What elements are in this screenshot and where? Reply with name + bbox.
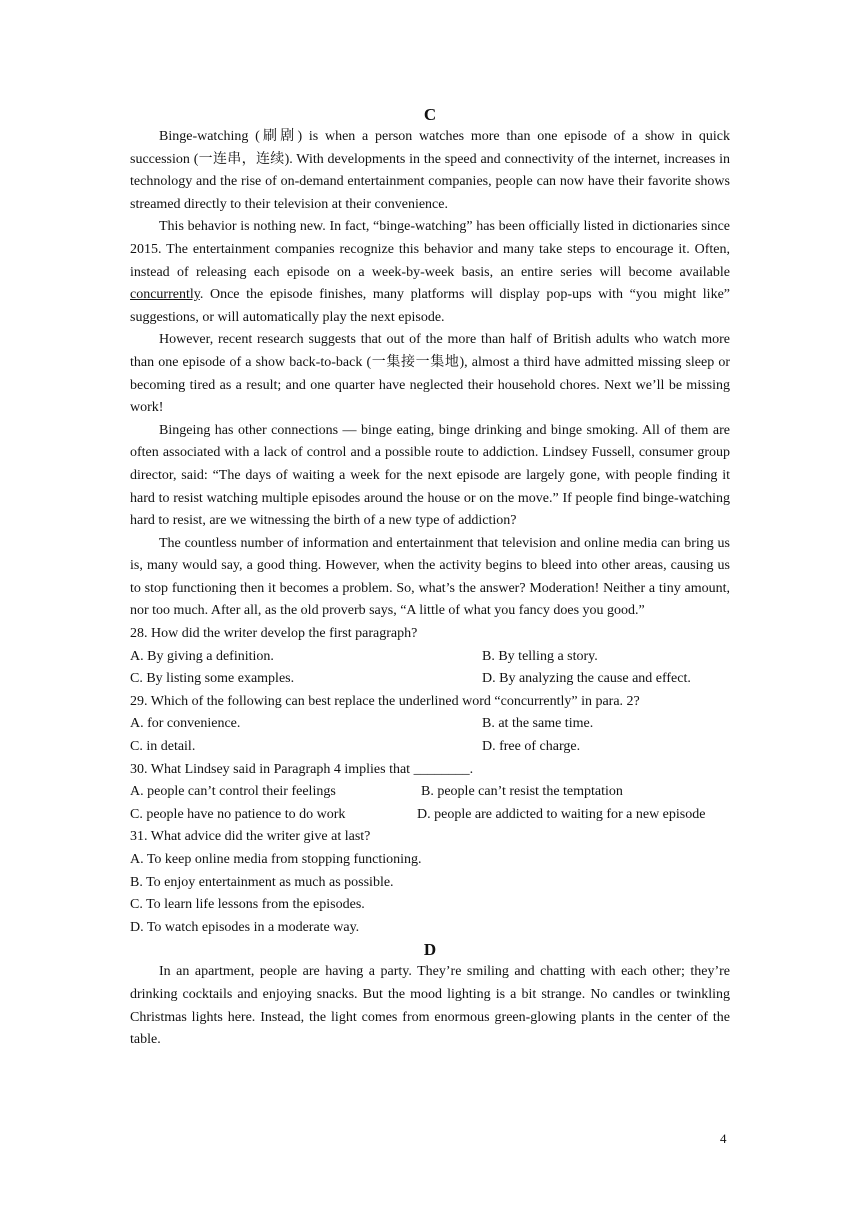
question-29-option-a: A. for convenience. (130, 716, 241, 732)
section-title-c: C (423, 105, 437, 124)
question-31-option-c: C. To learn life lessons from the episodes. (130, 897, 365, 913)
passage-c-paragraph-1: Binge-watching (刷剧) is when a person watches more than one episode of a show in quick succession (一连串，连续). With developments in the speed and connectivity of the internet, increases in technology and the rise of on-demand entertainment companies, people can now have their favorite shows streamed directly to their television at their convenience. (130, 129, 730, 212)
passage-c-paragraph-5: The countless number of information and entertainment that television and online media can bring us is, many would say, a good thing. However, when the activity begins to bleed into other areas, causing us to stop functioning then it becomes a problem. So, what’s the answer? Moderation! Neither a tiny amount, nor too much. After all, as the old proverb says, “A little of what you fancy does you good.” (130, 535, 730, 619)
question-29-option-d: D. free of charge. (482, 739, 581, 755)
question-28-option-a: A. By giving a definition. (130, 648, 274, 664)
question-28-options-row-2 (130, 668, 730, 691)
section-title-d: D (423, 940, 437, 960)
question-30-option-d: D. people are addicted to waiting for a new episode (417, 806, 706, 822)
question-31-option-d: D. To watch episodes in a moderate way. (130, 919, 360, 935)
question-28-option-d: D. By analyzing the cause and effect. (482, 671, 691, 687)
question-28-options-row-1 (130, 646, 730, 669)
question-29-option-c: C. in detail. (130, 739, 196, 755)
question-28-option-c: C. By listing some examples. (130, 671, 295, 687)
question-30-options-row-1 (130, 781, 730, 804)
question-29-options-row-2 (130, 736, 730, 759)
question-31-stem: 31. What advice did the writer give at last? (130, 829, 371, 845)
question-31-option-b: B. To enjoy entertainment as much as possible. (130, 874, 394, 890)
paragraph-2-text-after: . Once the episode finishes, many platforms will display pop-ups with “you might like” suggestions, or will automatically play the next episode. (130, 287, 730, 325)
question-30-option-a: A. people can’t control their feelings (130, 784, 336, 800)
question-29-option-b: B. at the same time. (482, 716, 594, 732)
question-28-option-b: B. By telling a story. (482, 648, 598, 664)
question-28-stem: 28. How did the writer develop the first paragraph? (130, 626, 418, 642)
question-30-option-c: C. people have no patience to do work (130, 806, 346, 822)
underlined-word-concurrently: concurrently (130, 287, 200, 303)
passage-c-paragraph-2 (130, 216, 730, 329)
passage-c-paragraph-4: Bingeing has other connections — binge eating, binge drinking and binge smoking. All of them are often associated with a lack of control and a possible route to addiction. Lindsey Fussell, consumer group director, said: “The days of waiting a week for the next episode are largely gone, with people finding it hard to resist watching multiple episodes around the house or on the move.” If people find binge-watching hard to resist, are we witnessing the birth of a new type of addiction? (130, 422, 730, 529)
passage-d-paragraph-1: In an apartment, people are having a party. They’re smiling and chatting with each other; they’re drinking cocktails and enjoying snacks. But the mood lighting is a bit strange. No candles or twinkling Christmas lights here. Instead, the light comes from enormous green-glowing plants in the center of the table. (130, 964, 730, 1048)
question-31-option-a: A. To keep online media from stopping functioning. (130, 852, 422, 867)
question-29-stem: 29. Which of the following can best replace the underlined word “concurrently” in para. 2? (130, 693, 640, 709)
paragraph-2-text-before: This behavior is nothing new. In fact, “binge-watching” has been officially listed in dictionaries since 2015. The entertainment companies recognize this behavior and many take steps to encourage it. Often, instead of releasing each episode on a week-by-week basis, an entire series will become available (130, 219, 730, 280)
question-30-stem: 30. What Lindsey said in Paragraph 4 implies that ________. (130, 761, 474, 777)
question-29-options-row-1 (130, 713, 730, 736)
document-page (130, 104, 730, 1052)
page-number: 4 (720, 1131, 727, 1146)
passage-c-paragraph-3: However, recent research suggests that out of the more than half of British adults who watch more than one episode of a show back-to-back (一集接一集地), almost a third have admitted missing sleep or becoming tired as a result; and one quarter have neglected their household chores. Next we’ll be missing work! (130, 332, 730, 416)
question-30-option-b: B. people can’t resist the temptation (421, 784, 623, 800)
question-30-options-row-2 (130, 804, 730, 827)
